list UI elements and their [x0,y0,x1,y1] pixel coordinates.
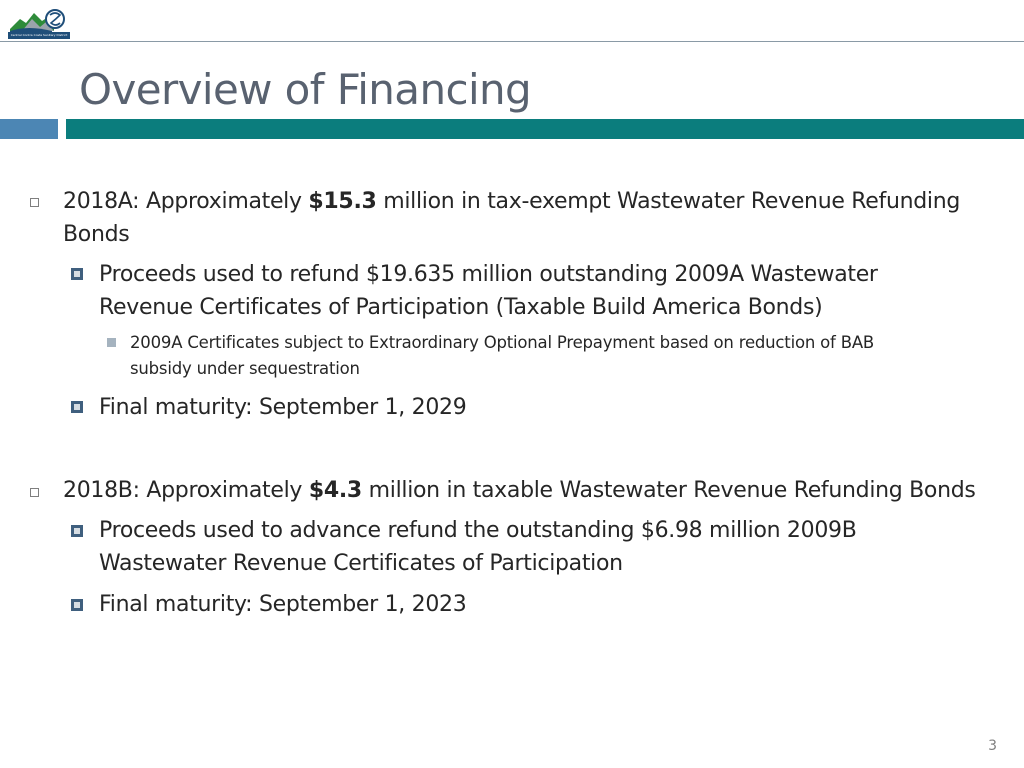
bullet-2018b-maturity: Final maturity: September 1, 2023 [99,592,467,617]
bullet-2018a-prefix: 2018A: Approximately [63,189,309,214]
bullet-2018a [63,185,960,218]
bullet-2018a-proceeds-line1: Proceeds used to refund $19.635 million outstanding 2009A Wastewater [99,262,878,287]
logo-caption: Central Contra Costa Sanitary District [8,32,70,39]
company-logo [8,7,70,39]
square-bullet-icon [30,198,39,207]
bullet-2018b [63,474,976,507]
small-square-bullet-icon [107,338,116,347]
bullet-2018b-proceeds-line2: Wastewater Revenue Certificates of Participation [99,551,623,576]
bullet-2018b-proceeds-line1: Proceeds used to advance refund the outstanding $6.98 million 2009B [99,518,857,543]
title-accent-bar-left [0,119,58,139]
filled-square-bullet-icon [71,401,83,413]
title-accent-bar [66,119,1024,139]
bullet-2018a-suffix: million in tax-exempt Wastewater Revenue Refunding [376,189,961,214]
bullet-2018b-suffix: million in taxable Wastewater Revenue Refunding Bonds [361,478,976,503]
bullet-2018a-proceeds-line2: Revenue Certificates of Participation (Taxable Build America Bonds) [99,295,823,320]
filled-square-bullet-icon [71,599,83,611]
page-title: Overview of Financing [79,65,532,114]
bullet-2018a-prepayment-line2: subsidy under sequestration [130,359,360,378]
filled-square-bullet-icon [71,525,83,537]
filled-square-bullet-icon [71,268,83,280]
page-number: 3 [988,738,997,754]
bullet-2018a-amount: $15.3 [308,189,377,214]
bullet-2018b-amount: $4.3 [308,478,362,503]
bullet-2018a-maturity: Final maturity: September 1, 2029 [99,395,467,420]
bullet-2018b-prefix: 2018B: Approximately [63,478,309,503]
square-bullet-icon [30,488,39,497]
bullet-2018a-prepayment-line1: 2009A Certificates subject to Extraordinary Optional Prepayment based on reduction of BAB [130,333,875,352]
bullet-2018a-cont: Bonds [63,222,130,247]
header-divider [0,41,1024,42]
